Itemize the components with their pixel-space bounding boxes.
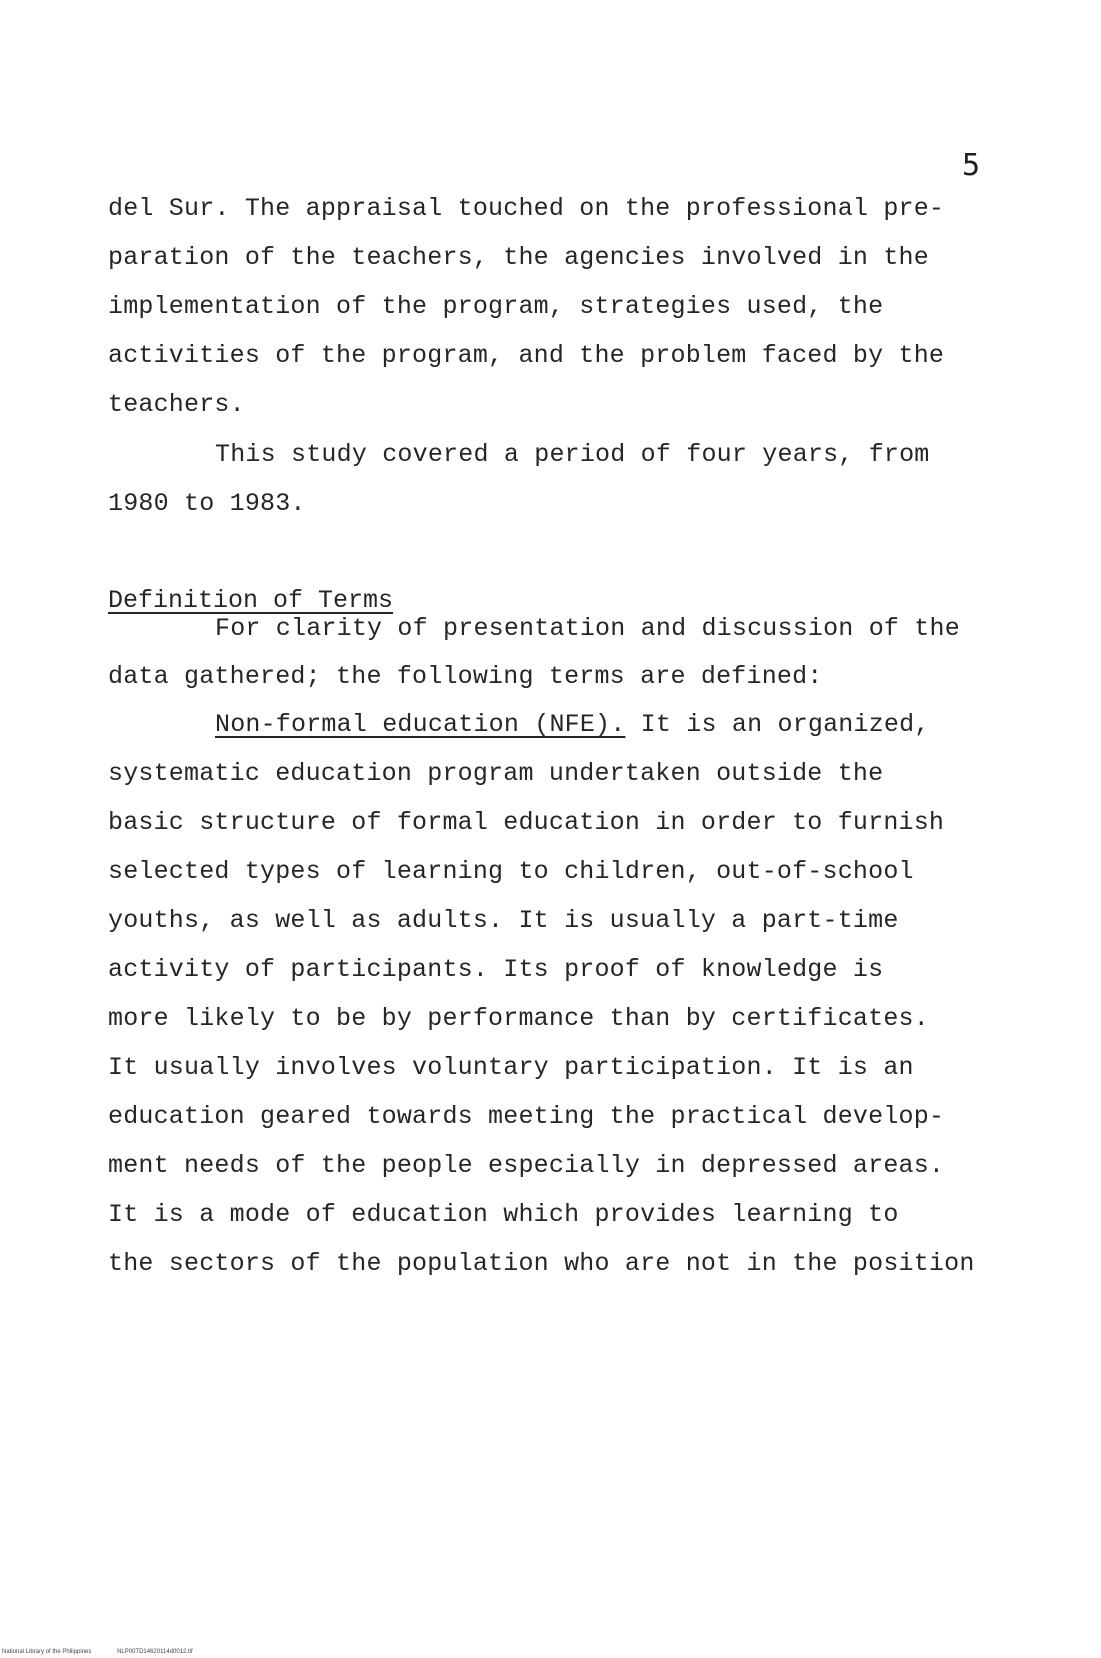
body-line: del Sur. The appraisal touched on the professional pre-: [108, 194, 945, 223]
footer-library: National Library of the Philippines: [2, 1649, 92, 1655]
body-line: selected types of learning to children, out-of-school: [108, 857, 914, 886]
body-line: the sectors of the population who are not in the position: [108, 1249, 975, 1278]
body-line: systematic education program undertaken outside the: [108, 759, 884, 788]
body-line: data gathered; the following terms are defined:: [108, 662, 823, 691]
scan-footer: [2, 1649, 217, 1655]
body-line: This study covered a period of four years, from: [215, 440, 930, 469]
body-line: It usually involves voluntary participation. It is an: [108, 1053, 914, 1082]
body-line: activity of participants. Its proof of knowledge is: [108, 955, 884, 984]
body-line: paration of the teachers, the agencies involved in the: [108, 243, 929, 272]
section-heading: Definition of Terms: [108, 586, 394, 615]
term-first-line-rest: It is an organized,: [625, 710, 930, 739]
body-line: ment needs of the people especially in depressed areas.: [108, 1151, 945, 1180]
body-line: basic structure of formal education in order to furnish: [108, 808, 945, 837]
body-line: education geared towards meeting the practical develop-: [108, 1102, 945, 1131]
body-line: activities of the program, and the problem faced by the: [108, 341, 945, 370]
body-line: more likely to be by performance than by certificates.: [108, 1004, 929, 1033]
body-line: 1980 to 1983.: [108, 489, 306, 518]
body-line: teachers.: [108, 390, 245, 419]
body-line: implementation of the program, strategies used, the: [108, 292, 884, 321]
term-name: Non-formal education (NFE).: [215, 710, 626, 739]
term-definition-first-line: [215, 710, 930, 739]
body-line: For clarity of presentation and discussion of the: [215, 614, 960, 643]
body-line: It is a mode of education which provides learning to: [108, 1200, 899, 1229]
footer-file-id: NLP00TD14620114d0012.tif: [117, 1649, 193, 1655]
page-number: 5: [962, 148, 981, 183]
body-line: youths, as well as adults. It is usually a part-time: [108, 906, 899, 935]
